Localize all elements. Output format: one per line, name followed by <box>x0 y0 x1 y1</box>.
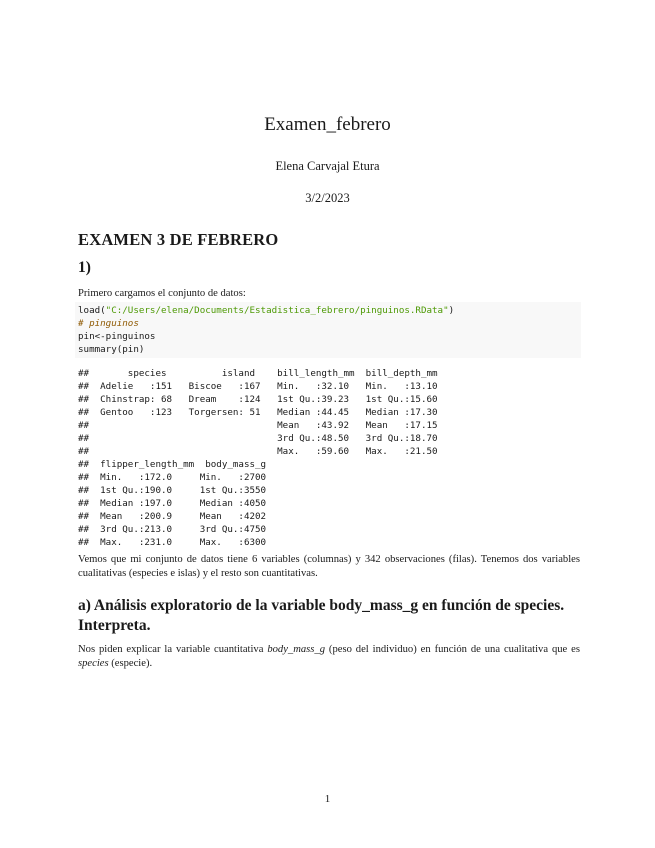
output-line: ## 1st Qu.:190.0 1st Qu.:3550 <box>78 485 267 496</box>
output-line: ## Gentoo :123 Torgersen: 51 Median :44.45 Median :17.30 <box>78 407 438 418</box>
output-line: ## Max. :231.0 Max. :6300 <box>78 537 267 548</box>
output-line: ## Adelie :151 Biscoe :167 Min. :32.10 Min. :13.10 <box>78 381 438 392</box>
section-a-paragraph <box>78 643 580 670</box>
variable-species: species <box>78 657 109 669</box>
output-line: ## 3rd Qu.:213.0 3rd Qu.:4750 <box>78 524 267 535</box>
code-load-call: load( <box>78 305 106 316</box>
output-line: ## Mean :200.9 Mean :4202 <box>78 511 267 522</box>
output-line: ## Mean :43.92 Mean :17.15 <box>78 420 438 431</box>
code-path-string: "C:/Users/elena/Documents/Estadistica_febrero/pinguinos.RData" <box>105 305 449 316</box>
document-date: 3/2/2023 <box>305 191 350 205</box>
page-number: 1 <box>324 793 331 805</box>
code-output <box>78 367 438 549</box>
conclusion-paragraph: Vemos que mi conjunto de datos tiene 6 variables (columnas) y 342 observaciones (filas). Tenemos dos variables cualitativas (especies e islas) y el resto son cuantitativas. <box>78 554 580 579</box>
output-line: ## Chinstrap: 68 Dream :124 1st Qu.:39.23 1st Qu.:15.60 <box>78 394 438 405</box>
output-line: ## Max. :59.60 Max. :21.50 <box>78 446 438 457</box>
output-line: ## flipper_length_mm body_mass_g <box>78 459 267 470</box>
section-a-text-1: Nos piden explicar la variable cuantitativa <box>78 644 268 655</box>
section-a-heading: a) Análisis exploratorio de la variable body_mass_g en función de species. Interpreta. <box>78 597 565 634</box>
output-line: ## Median :197.0 Median :4050 <box>78 498 267 509</box>
section-a-text-3: (especie). <box>108 657 153 669</box>
output-line: ## Min. :172.0 Min. :2700 <box>78 472 267 483</box>
document-title: Examen_febrero <box>264 114 391 135</box>
intro-paragraph: Primero cargamos el conjunto de datos: <box>78 288 246 299</box>
output-line: ## 3rd Qu.:48.50 3rd Qu.:18.70 <box>78 433 438 444</box>
code-comment: # pinguinos <box>78 318 139 329</box>
subsection-heading: 1) <box>78 259 91 276</box>
code-paren: ) <box>448 305 455 316</box>
section-heading: EXAMEN 3 DE FEBRERO <box>78 230 279 249</box>
code-summary-call: summary(pin) <box>78 344 145 355</box>
code-assignment: pin<-pinguinos <box>78 331 156 342</box>
variable-body-mass: body_mass_g <box>267 644 326 655</box>
section-a-text-2: (peso del individuo) en función de una cualitativa que es <box>325 644 580 655</box>
document-author: Elena Carvajal Etura <box>275 159 380 173</box>
code-input <box>78 304 454 356</box>
output-line: ## species island bill_length_mm bill_depth_mm <box>78 368 438 379</box>
